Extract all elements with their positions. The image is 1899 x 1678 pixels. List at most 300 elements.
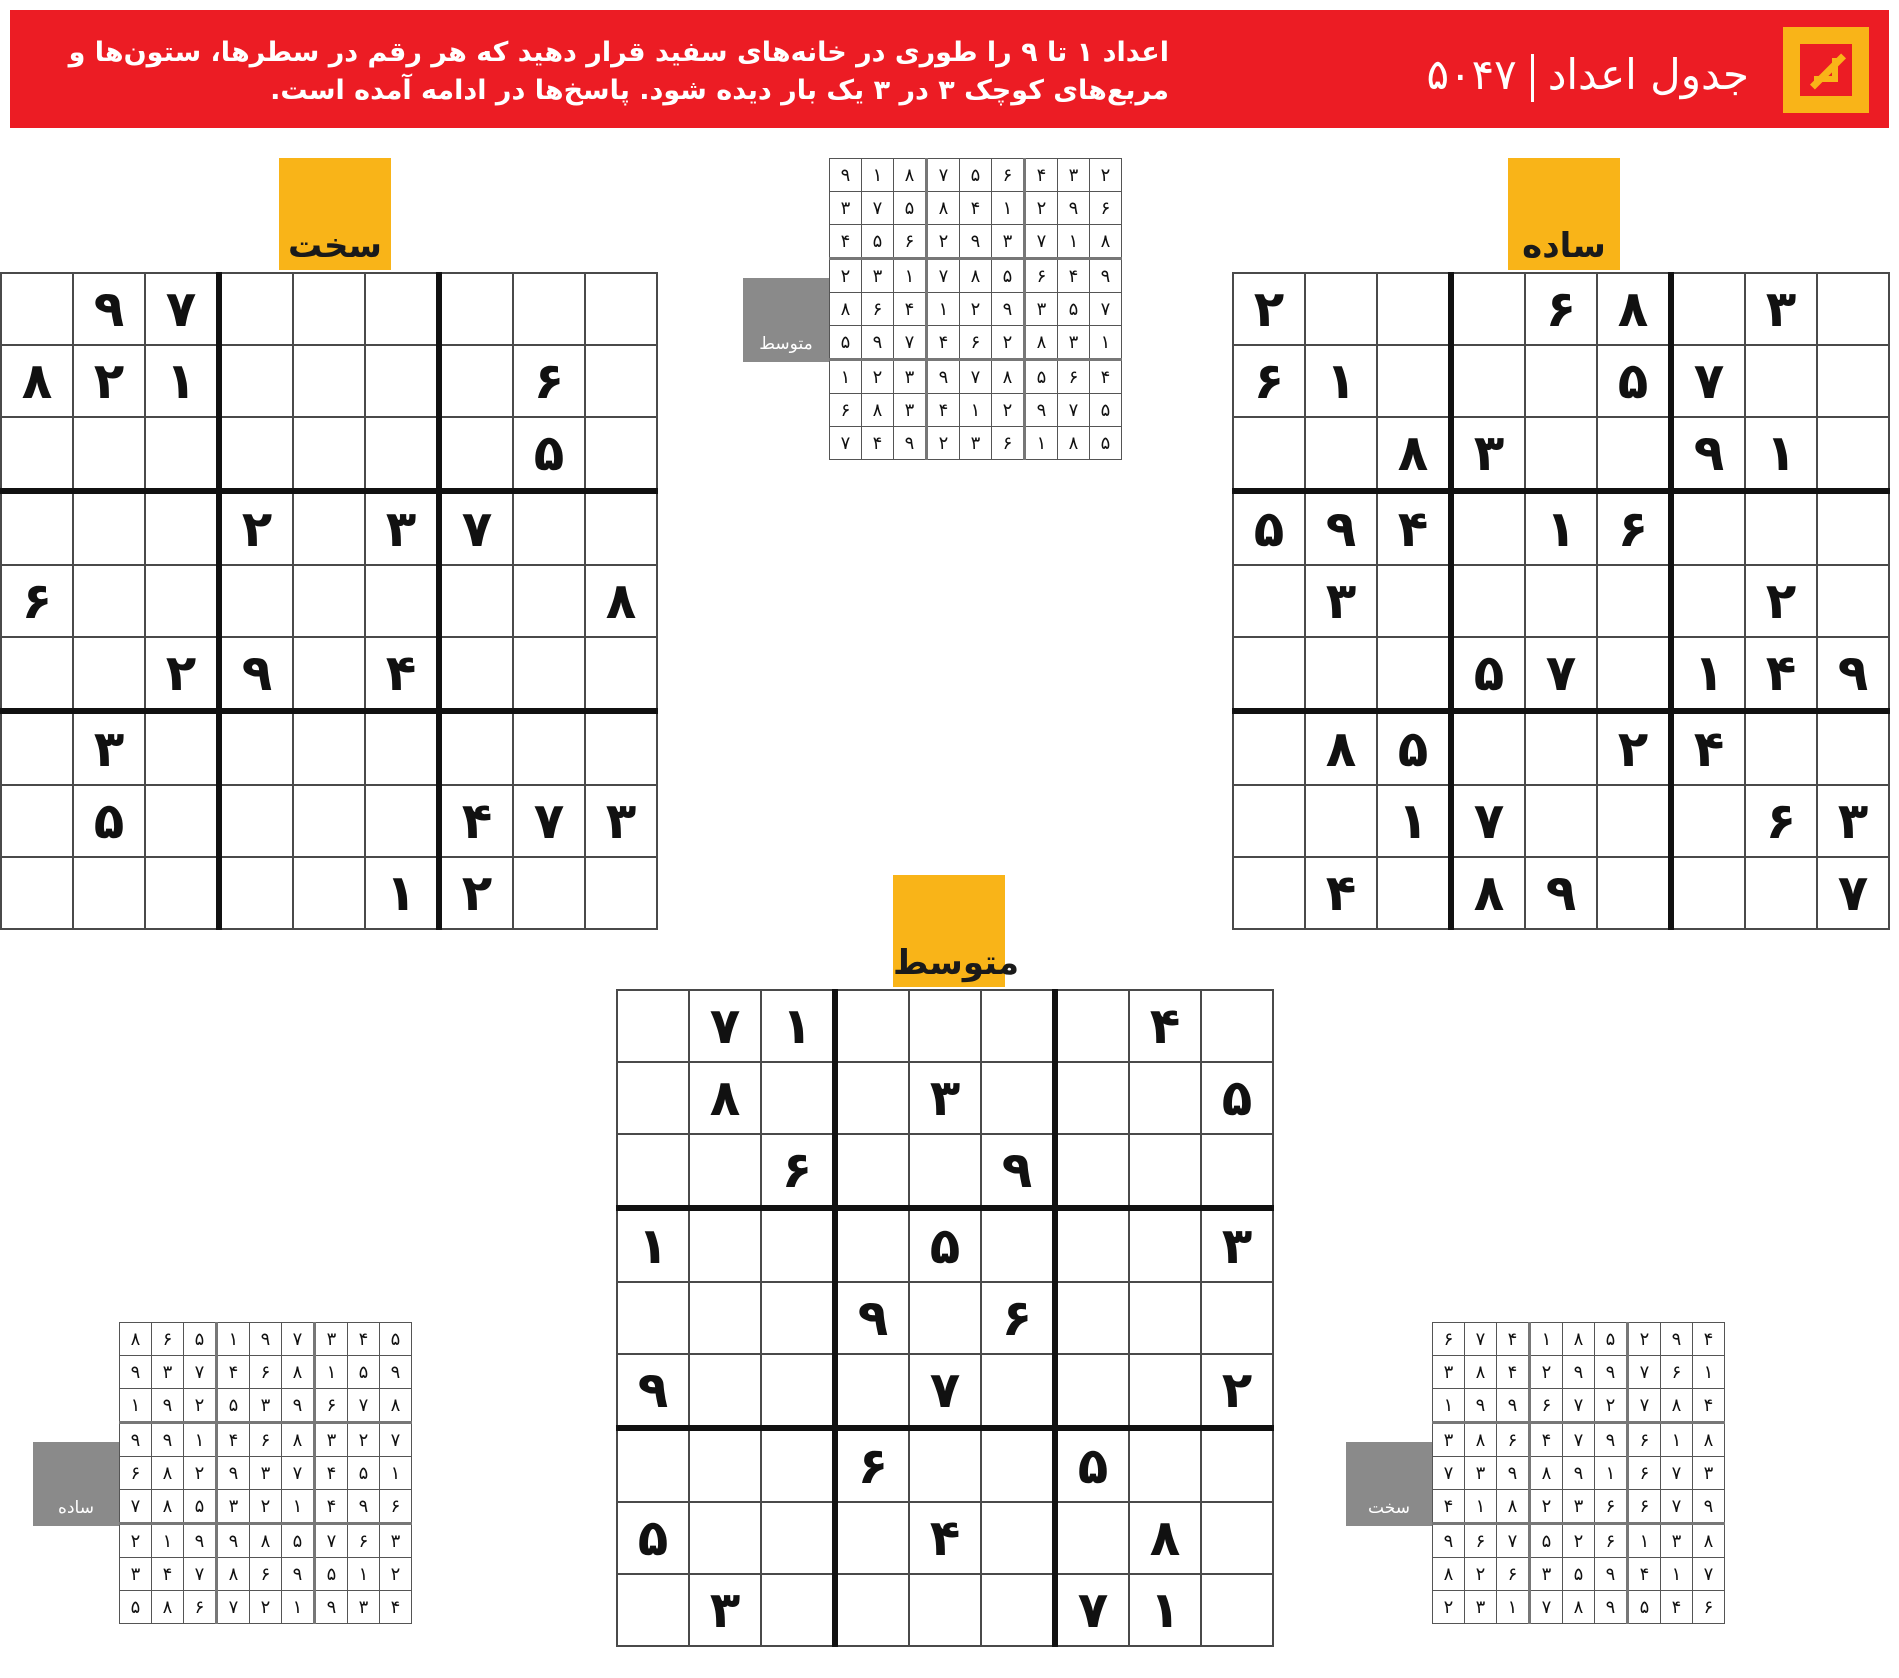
solution-cell: ۵: [184, 1490, 217, 1524]
sudoku-cell: ۱: [761, 990, 835, 1062]
sudoku-cell[interactable]: [1745, 345, 1817, 417]
sudoku-cell[interactable]: [439, 345, 513, 417]
solution-cell: ۷: [1563, 1389, 1595, 1423]
sudoku-cell[interactable]: [585, 711, 657, 785]
sudoku-cell: ۵: [1055, 1428, 1129, 1502]
grid-row: [617, 1354, 1273, 1428]
solution-cell: ۷: [1497, 1524, 1530, 1558]
sudoku-cell[interactable]: [219, 711, 293, 785]
sudoku-cell[interactable]: [1, 785, 73, 857]
sudoku-cell[interactable]: [617, 1428, 689, 1502]
sudoku-cell[interactable]: [981, 1354, 1055, 1428]
sudoku-cell[interactable]: [981, 990, 1055, 1062]
sudoku-cell[interactable]: [1055, 1134, 1129, 1208]
sudoku-cell[interactable]: [689, 1502, 761, 1574]
sudoku-cell[interactable]: [761, 1502, 835, 1574]
sudoku-cell[interactable]: [293, 273, 365, 345]
solution-cell: ۵: [1530, 1524, 1563, 1558]
solution-cell: ۵: [120, 1591, 152, 1624]
solution-cell: ۶: [894, 225, 927, 259]
solution-cell: ۶: [315, 1389, 348, 1423]
solution-cell: ۹: [282, 1389, 315, 1423]
sudoku-cell[interactable]: [1, 637, 73, 711]
sudoku-cell[interactable]: [585, 857, 657, 929]
solution-cell: ۳: [1465, 1457, 1497, 1490]
solution-cell: ۷: [282, 1457, 315, 1490]
solution-cell: ۸: [380, 1389, 412, 1423]
sudoku-cell[interactable]: [365, 345, 439, 417]
sudoku-cell[interactable]: [1671, 785, 1745, 857]
solution-cell: ۸: [1693, 1423, 1725, 1457]
title-separator: [1531, 54, 1534, 102]
sudoku-cell[interactable]: [365, 711, 439, 785]
sudoku-cell[interactable]: [439, 637, 513, 711]
sudoku-cell: ۹: [981, 1134, 1055, 1208]
solution-cell: ۷: [1563, 1423, 1595, 1457]
sudoku-cell[interactable]: [365, 417, 439, 491]
sudoku-cell[interactable]: [1201, 1428, 1273, 1502]
sudoku-cell[interactable]: [293, 637, 365, 711]
sudoku-cell[interactable]: [293, 345, 365, 417]
sudoku-cell[interactable]: [439, 565, 513, 637]
sudoku-cell[interactable]: [1055, 1282, 1129, 1354]
sudoku-cell[interactable]: [1597, 417, 1671, 491]
solution-cell: ۴: [217, 1356, 250, 1389]
solution-cell: ۴: [1433, 1490, 1465, 1524]
sudoku-cell[interactable]: [1305, 273, 1377, 345]
solution-cell: ۳: [348, 1591, 380, 1624]
solution-cell: ۹: [992, 293, 1025, 326]
sudoku-cell[interactable]: [617, 990, 689, 1062]
sudoku-cell[interactable]: [1817, 565, 1889, 637]
grid-row: [120, 1558, 412, 1591]
sudoku-cell[interactable]: [73, 857, 145, 929]
grid-row: [1, 785, 657, 857]
label-medium: [893, 875, 1020, 987]
solution-cell: ۲: [1530, 1356, 1563, 1389]
solution-cell: ۶: [1530, 1389, 1563, 1423]
sudoku-cell[interactable]: [1525, 711, 1597, 785]
solution-cell: ۳: [1563, 1490, 1595, 1524]
sudoku-cell[interactable]: [835, 1062, 909, 1134]
solution-cell: ۳: [960, 427, 992, 460]
solution-cell: ۶: [1661, 1356, 1693, 1389]
sudoku-cell[interactable]: [365, 273, 439, 345]
sudoku-cell[interactable]: [1201, 990, 1273, 1062]
sudoku-cell: ۱: [1129, 1574, 1201, 1646]
solution-cell: ۹: [152, 1423, 184, 1457]
solution-cell: ۵: [348, 1457, 380, 1490]
solution-cell: ۴: [1530, 1423, 1563, 1457]
sudoku-cell[interactable]: [1451, 711, 1525, 785]
sudoku-cell[interactable]: [1305, 637, 1377, 711]
sudoku-cell[interactable]: [1055, 990, 1129, 1062]
sudoku-cell[interactable]: [1451, 273, 1525, 345]
solution-cell: ۶: [1090, 192, 1122, 225]
solution-cell: ۲: [1025, 192, 1058, 225]
sudoku-cell: ۹: [1305, 491, 1377, 565]
solution-cell: ۴: [315, 1457, 348, 1490]
sudoku-cell[interactable]: [439, 711, 513, 785]
sudoku-cell[interactable]: [1129, 1428, 1201, 1502]
grid-row: [617, 1062, 1273, 1134]
sudoku-cell[interactable]: [1129, 1282, 1201, 1354]
grid-row: [1433, 1457, 1725, 1490]
sudoku-cell[interactable]: [761, 1282, 835, 1354]
sudoku-cell: ۸: [1, 345, 73, 417]
solution-cell: ۳: [315, 1323, 348, 1356]
sudoku-cell[interactable]: [513, 491, 585, 565]
solution-cell: ۱: [1497, 1591, 1530, 1624]
solution-easy: [119, 1322, 412, 1624]
sudoku-cell[interactable]: [1201, 1282, 1273, 1354]
sudoku-cell: ۳: [585, 785, 657, 857]
sudoku-cell[interactable]: [835, 1134, 909, 1208]
sudoku-cell[interactable]: [1377, 565, 1451, 637]
solution-cell: ۳: [1661, 1524, 1693, 1558]
sudoku-cell[interactable]: [909, 1574, 981, 1646]
solution-cell: ۵: [830, 326, 862, 360]
sudoku-cell[interactable]: [439, 273, 513, 345]
sudoku-cell[interactable]: [293, 565, 365, 637]
solution-cell: ۲: [862, 360, 894, 394]
solution-cell: ۱: [348, 1558, 380, 1591]
sudoku-cell[interactable]: [689, 1354, 761, 1428]
solution-cell: ۸: [927, 192, 960, 225]
sudoku-cell[interactable]: [981, 1208, 1055, 1282]
solution-cell: ۴: [862, 427, 894, 460]
solution-cell: ۶: [1693, 1591, 1725, 1624]
sudoku-cell: ۹: [617, 1354, 689, 1428]
solution-cell: ۱: [217, 1323, 250, 1356]
sudoku-cell[interactable]: [761, 1428, 835, 1502]
sudoku-cell[interactable]: [1451, 565, 1525, 637]
sudoku-cell[interactable]: [1305, 417, 1377, 491]
sudoku-cell[interactable]: [513, 711, 585, 785]
sudoku-cell: ۷: [689, 990, 761, 1062]
sudoku-cell[interactable]: [1597, 857, 1671, 929]
sudoku-cell[interactable]: [293, 711, 365, 785]
solution-cell: ۱: [1595, 1457, 1628, 1490]
sudoku-cell[interactable]: [1377, 273, 1451, 345]
solution-cell: ۴: [217, 1423, 250, 1457]
grid-row: [1233, 711, 1889, 785]
sudoku-cell[interactable]: [293, 785, 365, 857]
label-hard-text: سخت: [288, 226, 382, 266]
sudoku-cell: ۶: [761, 1134, 835, 1208]
solution-cell: ۷: [184, 1356, 217, 1389]
sudoku-cell[interactable]: [1, 273, 73, 345]
sudoku-cell[interactable]: [1671, 491, 1745, 565]
solution-label-hard: [1346, 1442, 1432, 1526]
sudoku-cell[interactable]: [1745, 491, 1817, 565]
sudoku-cell[interactable]: [689, 1134, 761, 1208]
solution-cell: ۸: [1530, 1457, 1563, 1490]
grid-row: [830, 225, 1122, 259]
solution-cell: ۸: [960, 259, 992, 293]
sudoku-cell[interactable]: [145, 417, 219, 491]
sudoku-cell[interactable]: [293, 417, 365, 491]
sudoku-cell[interactable]: [1233, 417, 1305, 491]
sudoku-cell[interactable]: [909, 1134, 981, 1208]
sudoku-cell[interactable]: [1055, 1354, 1129, 1428]
solution-cell: ۸: [862, 394, 894, 427]
sudoku-cell[interactable]: [1129, 1208, 1201, 1282]
sudoku-cell[interactable]: [689, 1208, 761, 1282]
sudoku-cell[interactable]: [145, 565, 219, 637]
sudoku-cell[interactable]: [981, 1502, 1055, 1574]
sudoku-cell[interactable]: [761, 1208, 835, 1282]
sudoku-cell: ۲: [1233, 273, 1305, 345]
solution-cell: ۵: [348, 1356, 380, 1389]
solution-cell: ۶: [1465, 1524, 1497, 1558]
sudoku-cell[interactable]: [835, 1574, 909, 1646]
grid-row: [830, 159, 1122, 192]
solution-cell: ۲: [250, 1591, 282, 1624]
sudoku-cell[interactable]: [219, 417, 293, 491]
sudoku-cell: ۲: [1597, 711, 1671, 785]
sudoku-cell[interactable]: [835, 990, 909, 1062]
solution-cell: ۹: [1090, 259, 1122, 293]
sudoku-cell[interactable]: [1, 491, 73, 565]
solution-cell: ۹: [960, 225, 992, 259]
solution-cell: ۴: [960, 192, 992, 225]
sudoku-cell[interactable]: [1055, 1502, 1129, 1574]
sudoku-cell[interactable]: [365, 565, 439, 637]
sudoku-cell[interactable]: [761, 1354, 835, 1428]
solution-cell: ۳: [1433, 1423, 1465, 1457]
solution-cell: ۷: [1628, 1389, 1661, 1423]
sudoku-cell[interactable]: [1597, 565, 1671, 637]
sudoku-cell[interactable]: [689, 1428, 761, 1502]
sudoku-cell[interactable]: [1201, 1502, 1273, 1574]
sudoku-cell[interactable]: [1305, 785, 1377, 857]
grid-row: [120, 1323, 412, 1356]
sudoku-cell[interactable]: [1597, 785, 1671, 857]
sudoku-cell[interactable]: [1233, 785, 1305, 857]
sudoku-cell[interactable]: [293, 491, 365, 565]
sudoku-cell: ۴: [1305, 857, 1377, 929]
sudoku-cell: ۶: [1597, 491, 1671, 565]
sudoku-cell[interactable]: [585, 345, 657, 417]
sudoku-cell[interactable]: [1201, 1574, 1273, 1646]
solution-cell: ۳: [1058, 159, 1090, 192]
sudoku-cell[interactable]: [513, 637, 585, 711]
sudoku-cell[interactable]: [1451, 345, 1525, 417]
solution-cell: ۲: [250, 1490, 282, 1524]
sudoku-cell[interactable]: [1597, 637, 1671, 711]
solution-cell: ۹: [184, 1524, 217, 1558]
sudoku-cell[interactable]: [981, 1062, 1055, 1134]
solution-cell: ۸: [217, 1558, 250, 1591]
sudoku-cell[interactable]: [617, 1574, 689, 1646]
solution-hard: [1432, 1322, 1725, 1624]
sudoku-cell: ۳: [1201, 1208, 1273, 1282]
sudoku-cell[interactable]: [219, 785, 293, 857]
sudoku-cell[interactable]: [513, 565, 585, 637]
solution-cell: ۷: [1090, 293, 1122, 326]
sudoku-cell[interactable]: [761, 1574, 835, 1646]
solution-cell: ۳: [120, 1558, 152, 1591]
grid-row: [120, 1490, 412, 1524]
sudoku-cell[interactable]: [219, 273, 293, 345]
sudoku-cell[interactable]: [1525, 345, 1597, 417]
sudoku-cell[interactable]: [145, 491, 219, 565]
solution-cell: ۱: [1530, 1323, 1563, 1356]
sudoku-cell: ۸: [1597, 273, 1671, 345]
solution-cell: ۹: [380, 1356, 412, 1389]
sudoku-cell[interactable]: [689, 1282, 761, 1354]
sudoku-cell[interactable]: [1377, 857, 1451, 929]
grid-row: [617, 990, 1273, 1062]
sudoku-cell[interactable]: [439, 417, 513, 491]
sudoku-cell[interactable]: [219, 857, 293, 929]
sudoku-cell[interactable]: [617, 1282, 689, 1354]
sudoku-cell[interactable]: [835, 1354, 909, 1428]
sudoku-cell[interactable]: [145, 711, 219, 785]
sudoku-cell[interactable]: [1233, 857, 1305, 929]
sudoku-cell: ۵: [73, 785, 145, 857]
sudoku-cell[interactable]: [1671, 857, 1745, 929]
sudoku-cell[interactable]: [1817, 417, 1889, 491]
solution-cell: ۳: [894, 360, 927, 394]
sudoku-cell[interactable]: [1817, 491, 1889, 565]
sudoku-cell: ۶: [1, 565, 73, 637]
solution-cell: ۵: [1595, 1323, 1628, 1356]
sudoku-cell: ۵: [1233, 491, 1305, 565]
sudoku-cell[interactable]: [1817, 345, 1889, 417]
sudoku-cell[interactable]: [1817, 273, 1889, 345]
sudoku-cell[interactable]: [1525, 785, 1597, 857]
sudoku-cell: ۱: [145, 345, 219, 417]
solution-cell: ۱: [927, 293, 960, 326]
sudoku-cell: ۶: [1745, 785, 1817, 857]
sudoku-cell[interactable]: [981, 1574, 1055, 1646]
solution-cell: ۶: [1497, 1558, 1530, 1591]
sudoku-cell[interactable]: [1525, 417, 1597, 491]
solution-cell: ۱: [894, 259, 927, 293]
sudoku-cell[interactable]: [617, 1062, 689, 1134]
sudoku-cell[interactable]: [145, 857, 219, 929]
sudoku-easy: [1232, 272, 1890, 930]
sudoku-cell[interactable]: [1, 711, 73, 785]
sudoku-cell[interactable]: [1671, 273, 1745, 345]
solution-cell: ۸: [1497, 1490, 1530, 1524]
solution-cell: ۴: [830, 225, 862, 259]
sudoku-cell[interactable]: [73, 417, 145, 491]
instructions: اعداد ۱ تا ۹ را طوری در خانه‌های سفید قرار دهید که هر رقم در سطرها، ستون‌ها و مربع‌های کوچک ۳ در ۳ یک بار دیده شود. پاسخ‌ها در ادامه آمده است.: [68, 37, 1169, 106]
sudoku-cell[interactable]: [219, 565, 293, 637]
sudoku-cell[interactable]: [585, 637, 657, 711]
grid-row: [1433, 1490, 1725, 1524]
solution-cell: ۸: [1465, 1423, 1497, 1457]
solution-cell: ۳: [894, 394, 927, 427]
sudoku-cell: ۵: [513, 417, 585, 491]
solution-medium: [829, 158, 1122, 460]
sudoku-cell[interactable]: [1745, 711, 1817, 785]
sudoku-cell[interactable]: [1671, 565, 1745, 637]
sudoku-cell: ۷: [1525, 637, 1597, 711]
sudoku-cell: ۴: [909, 1502, 981, 1574]
solution-cell: ۷: [282, 1323, 315, 1356]
sudoku-cell[interactable]: [1377, 345, 1451, 417]
sudoku-cell[interactable]: [761, 1062, 835, 1134]
sudoku-cell: ۴: [1129, 990, 1201, 1062]
sudoku-cell[interactable]: [981, 1428, 1055, 1502]
sudoku-cell[interactable]: [1, 857, 73, 929]
sudoku-cell[interactable]: [835, 1208, 909, 1282]
sudoku-cell[interactable]: [73, 491, 145, 565]
solution-cell: ۸: [1563, 1591, 1595, 1624]
sudoku-cell: ۵: [1451, 637, 1525, 711]
sudoku-cell[interactable]: [145, 785, 219, 857]
solution-cell: ۸: [1090, 225, 1122, 259]
sudoku-cell[interactable]: [1201, 1134, 1273, 1208]
header-banner: [10, 10, 1889, 128]
sudoku-cell[interactable]: [1525, 565, 1597, 637]
sudoku-cell[interactable]: [1233, 711, 1305, 785]
sudoku-cell[interactable]: [1, 417, 73, 491]
sudoku-cell[interactable]: [909, 1428, 981, 1502]
sudoku-cell[interactable]: [1055, 1062, 1129, 1134]
sudoku-cell[interactable]: [513, 857, 585, 929]
solution-cell: ۶: [1025, 259, 1058, 293]
sudoku-cell[interactable]: [1129, 1062, 1201, 1134]
sudoku-cell[interactable]: [1377, 637, 1451, 711]
grid-row: [120, 1423, 412, 1457]
solution-cell: ۶: [992, 427, 1025, 460]
sudoku-cell[interactable]: [1055, 1208, 1129, 1282]
solution-cell: ۸: [282, 1356, 315, 1389]
sudoku-cell: ۸: [1451, 857, 1525, 929]
sudoku-cell[interactable]: [909, 990, 981, 1062]
sudoku-cell[interactable]: [835, 1502, 909, 1574]
sudoku-cell[interactable]: [1129, 1354, 1201, 1428]
solution-cell: ۸: [120, 1323, 152, 1356]
solution-cell: ۶: [1497, 1423, 1530, 1457]
sudoku-cell: ۷: [1671, 345, 1745, 417]
sudoku-cell[interactable]: [513, 273, 585, 345]
sudoku-cell[interactable]: [909, 1282, 981, 1354]
sudoku-cell[interactable]: [73, 565, 145, 637]
sudoku-cell[interactable]: [1233, 565, 1305, 637]
grid-row: [830, 192, 1122, 225]
solution-cell: ۶: [1433, 1323, 1465, 1356]
sudoku-cell[interactable]: [73, 637, 145, 711]
sudoku-cell[interactable]: [219, 345, 293, 417]
sudoku-cell[interactable]: [1451, 491, 1525, 565]
solution-cell: ۴: [1025, 159, 1058, 192]
sudoku-cell[interactable]: [617, 1134, 689, 1208]
sudoku-cell[interactable]: [1817, 711, 1889, 785]
sudoku-cell[interactable]: [1233, 637, 1305, 711]
sudoku-cell[interactable]: [1129, 1134, 1201, 1208]
sudoku-cell[interactable]: [1745, 857, 1817, 929]
sudoku-cell[interactable]: [585, 491, 657, 565]
grid-row: [1, 637, 657, 711]
solution-cell: ۳: [1058, 326, 1090, 360]
solution-cell: ۹: [348, 1490, 380, 1524]
sudoku-cell[interactable]: [293, 857, 365, 929]
sudoku-cell[interactable]: [585, 417, 657, 491]
solution-cell: ۸: [1563, 1323, 1595, 1356]
sudoku-cell[interactable]: [585, 273, 657, 345]
label-easy: [1508, 158, 1620, 270]
solution-cell: ۴: [1661, 1591, 1693, 1624]
solution-cell: ۴: [315, 1490, 348, 1524]
sudoku-cell[interactable]: [365, 785, 439, 857]
solution-cell: ۲: [380, 1558, 412, 1591]
